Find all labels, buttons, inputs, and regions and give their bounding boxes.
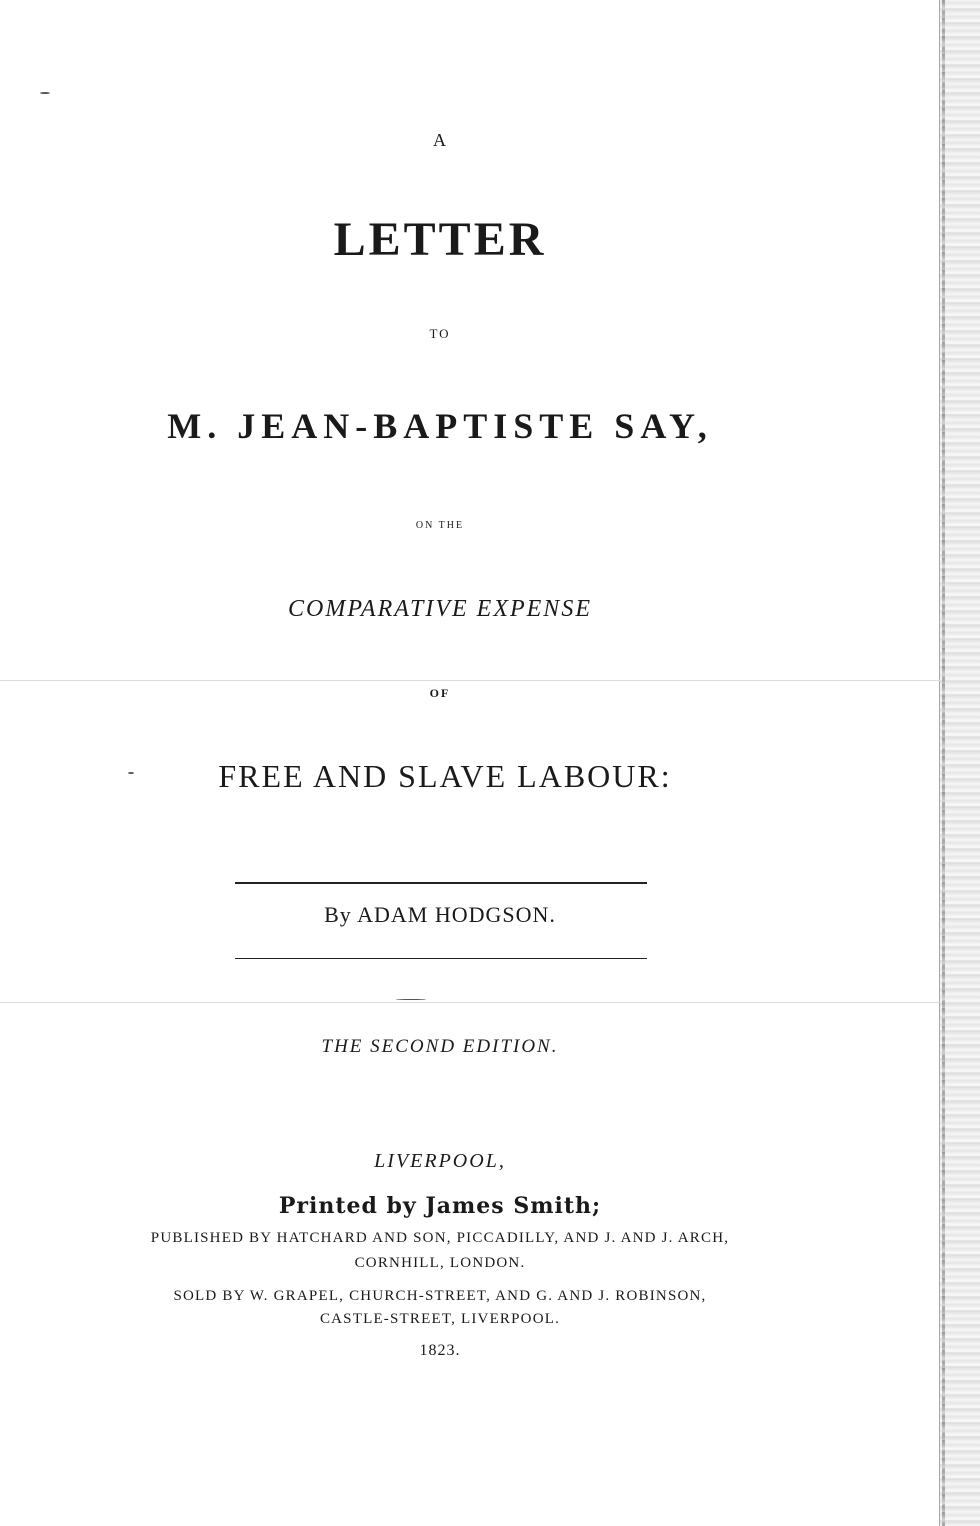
author-by-prefix: By: [324, 902, 352, 927]
title-subject-line2: FREE AND SLAVE LABOUR:: [218, 758, 672, 794]
ink-speck: [40, 92, 50, 94]
imprint-seller-line1: SOLD BY W. GRAPEL, CHURCH-STREET, AND G. AND J. ROBINSON,: [173, 1288, 707, 1304]
fold-line: [0, 1002, 940, 1003]
imprint-printer: Printed by James Smith;: [278, 1193, 602, 1219]
ink-speck: [396, 999, 426, 1000]
author-line: [0, 902, 880, 928]
edition: THE SECOND EDITION.: [321, 1036, 559, 1057]
fold-line: [0, 680, 940, 681]
title-subject-line1: COMPARATIVE EXPENSE: [288, 596, 592, 622]
author-name: ADAM HODGSON.: [357, 902, 556, 927]
title-article: A: [433, 130, 447, 150]
divider-rule-top: [235, 882, 647, 884]
title-to: TO: [429, 326, 451, 341]
imprint-year: 1823.: [419, 1342, 461, 1359]
imprint-publisher-line2: CORNHILL, LONDON.: [354, 1255, 526, 1271]
page-edge-scan-artifact: [939, 0, 980, 1526]
imprint-seller-line2: CASTLE-STREET, LIVERPOOL.: [319, 1311, 561, 1327]
divider-rule-bottom: [235, 958, 647, 959]
title-addressee: M. JEAN-BAPTISTE SAY,: [167, 406, 713, 446]
title-of: OF: [429, 686, 451, 700]
imprint-publisher-line1: PUBLISHED BY HATCHARD AND SON, PICCADILLY, AND J. AND J. ARCH,: [150, 1230, 730, 1246]
title-on-the: ON THE: [415, 520, 465, 531]
title-main: LETTER: [333, 213, 547, 266]
imprint-place: LIVERPOOL,: [374, 1150, 506, 1172]
